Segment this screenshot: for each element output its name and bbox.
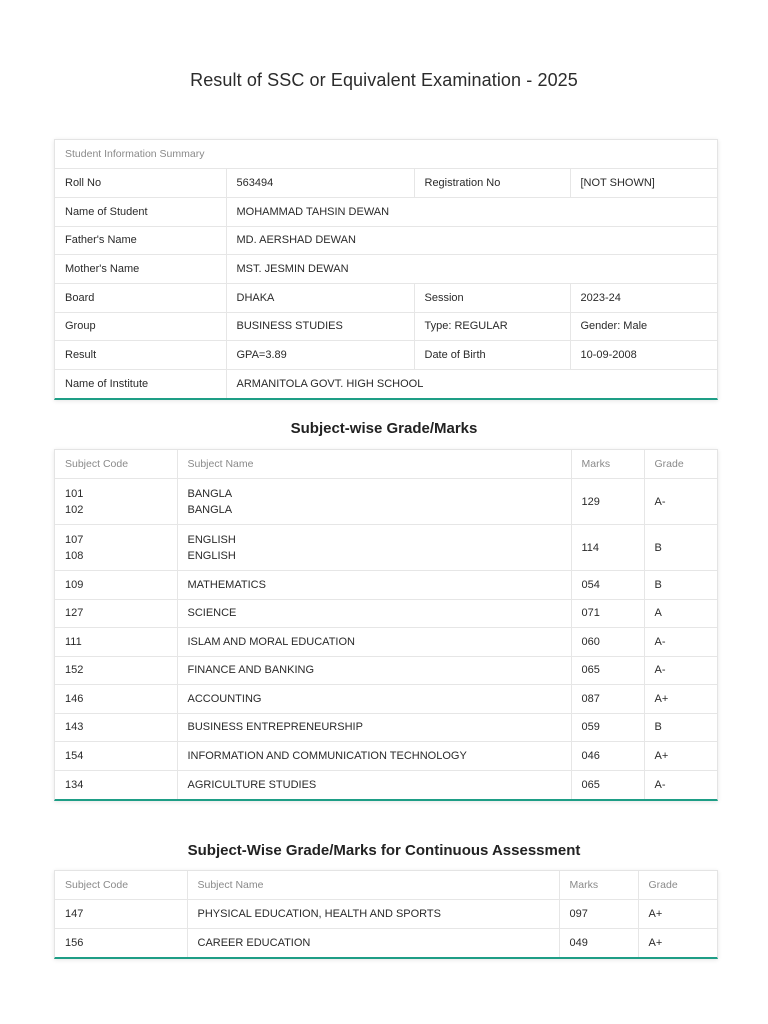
subject-code: 146 bbox=[55, 685, 177, 714]
table-row bbox=[55, 713, 717, 742]
info-row-group bbox=[55, 312, 717, 341]
subject-name-cell bbox=[177, 525, 571, 571]
subject-name: FINANCE AND BANKING bbox=[177, 656, 571, 685]
roll-value: 563494 bbox=[226, 169, 414, 198]
session-value: 2023-24 bbox=[570, 283, 717, 312]
col-subject-name: Subject Name bbox=[187, 871, 559, 900]
subject-grade: B bbox=[644, 713, 717, 742]
board-label: Board bbox=[55, 283, 226, 312]
subject-code: 147 bbox=[55, 900, 187, 929]
result-label: Result bbox=[55, 341, 226, 370]
subject-grade: A- bbox=[644, 770, 717, 799]
subject-name: BANGLA bbox=[187, 503, 233, 516]
subject-marks: 060 bbox=[571, 628, 644, 657]
col-subject-code: Subject Code bbox=[65, 879, 129, 891]
board-value: DHAKA bbox=[226, 283, 414, 312]
subject-name: CAREER EDUCATION bbox=[187, 928, 559, 957]
subject-code: 134 bbox=[55, 770, 177, 799]
subject-code: 109 bbox=[55, 571, 177, 600]
registration-value: [NOT SHOWN] bbox=[570, 169, 717, 198]
table-row bbox=[55, 628, 717, 657]
subject-code: 111 bbox=[55, 628, 177, 657]
subject-marks: 054 bbox=[571, 571, 644, 600]
subject-marks: 049 bbox=[559, 928, 638, 957]
subject-grade: A+ bbox=[644, 685, 717, 714]
group-label: Group bbox=[55, 312, 226, 341]
subject-grade: A- bbox=[644, 628, 717, 657]
subject-grades-table bbox=[55, 450, 717, 799]
subject-grade: A bbox=[644, 599, 717, 628]
continuous-assessment-title: Subject-Wise Grade/Marks for Continuous Assessment bbox=[187, 842, 581, 859]
info-row-board bbox=[55, 283, 717, 312]
subject-grade: A+ bbox=[638, 900, 717, 929]
subject-code-cell bbox=[55, 479, 177, 525]
subject-code: 156 bbox=[55, 928, 187, 957]
session-label: Session bbox=[414, 283, 570, 312]
page-title: Result of SSC or Equivalent Examination - 2025 bbox=[190, 70, 578, 90]
subject-marks: 059 bbox=[571, 713, 644, 742]
subject-name: PHYSICAL EDUCATION, HEALTH AND SPORTS bbox=[187, 900, 559, 929]
institute-label: Name of Institute bbox=[55, 370, 226, 399]
continuous-assessment-card bbox=[54, 870, 718, 959]
subject-code: 152 bbox=[55, 656, 177, 685]
table-row bbox=[55, 685, 717, 714]
continuous-assessment-table bbox=[55, 871, 717, 957]
table-row bbox=[55, 770, 717, 799]
table-row bbox=[55, 525, 717, 571]
table-row bbox=[55, 900, 717, 929]
name-label: Name of Student bbox=[55, 197, 226, 226]
mother-value: MST. JESMIN DEWAN bbox=[226, 255, 717, 284]
subject-marks: 097 bbox=[559, 900, 638, 929]
subject-grade: B bbox=[644, 525, 717, 571]
subject-name: BUSINESS ENTREPRENEURSHIP bbox=[177, 713, 571, 742]
subject-grade: B bbox=[644, 571, 717, 600]
result-value: GPA=3.89 bbox=[226, 341, 414, 370]
student-info-table bbox=[55, 140, 717, 398]
subject-marks: 046 bbox=[571, 742, 644, 771]
group-value: BUSINESS STUDIES bbox=[226, 312, 414, 341]
father-label: Father's Name bbox=[55, 226, 226, 255]
registration-label: Registration No bbox=[414, 169, 570, 198]
col-subject-code: Subject Code bbox=[65, 458, 129, 470]
dob-value: 10-09-2008 bbox=[570, 341, 717, 370]
table-row bbox=[55, 479, 717, 525]
subject-code: 107 bbox=[65, 533, 84, 546]
table-row bbox=[55, 742, 717, 771]
subject-code: 108 bbox=[65, 549, 84, 562]
subject-marks: 087 bbox=[571, 685, 644, 714]
subject-name: BANGLA bbox=[187, 487, 233, 500]
subject-name-cell bbox=[177, 479, 571, 525]
subject-name: ACCOUNTING bbox=[177, 685, 571, 714]
subject-grade: A- bbox=[644, 479, 717, 525]
subject-code-cell bbox=[55, 525, 177, 571]
mother-label: Mother's Name bbox=[55, 255, 226, 284]
subject-code: 127 bbox=[55, 599, 177, 628]
col-subject-name: Subject Name bbox=[177, 450, 571, 479]
subject-grade: A+ bbox=[638, 928, 717, 957]
info-row-mother bbox=[55, 255, 717, 284]
type-value: Type: REGULAR bbox=[414, 312, 570, 341]
gender-value: Gender: Male bbox=[570, 312, 717, 341]
col-grade: Grade bbox=[638, 871, 717, 900]
subject-code: 143 bbox=[55, 713, 177, 742]
table-row bbox=[55, 571, 717, 600]
info-row-roll bbox=[55, 169, 717, 198]
table-row bbox=[55, 599, 717, 628]
subject-grade: A- bbox=[644, 656, 717, 685]
info-row-name bbox=[55, 197, 717, 226]
subject-name: INFORMATION AND COMMUNICATION TECHNOLOGY bbox=[177, 742, 571, 771]
dob-label: Date of Birth bbox=[414, 341, 570, 370]
subject-name: ENGLISH bbox=[187, 549, 236, 562]
subject-name: ENGLISH bbox=[187, 533, 236, 546]
info-row-result bbox=[55, 341, 717, 370]
name-value: MOHAMMAD TAHSIN DEWAN bbox=[226, 197, 717, 226]
summary-header-row bbox=[55, 140, 717, 169]
subject-name: SCIENCE bbox=[177, 599, 571, 628]
subject-code: 101 bbox=[65, 487, 84, 500]
col-marks: Marks bbox=[559, 871, 638, 900]
subject-name: AGRICULTURE STUDIES bbox=[177, 770, 571, 799]
subject-marks: 065 bbox=[571, 770, 644, 799]
subject-grades-header-row bbox=[55, 450, 717, 479]
summary-header: Student Information Summary bbox=[65, 148, 205, 161]
col-grade: Grade bbox=[644, 450, 717, 479]
institute-value: ARMANITOLA GOVT. HIGH SCHOOL bbox=[226, 370, 717, 399]
father-value: MD. AERSHAD DEWAN bbox=[226, 226, 717, 255]
subject-marks: 071 bbox=[571, 599, 644, 628]
info-row-institute bbox=[55, 370, 717, 399]
subject-grades-title: Subject-wise Grade/Marks bbox=[290, 420, 478, 437]
subject-marks: 065 bbox=[571, 656, 644, 685]
subject-name: ISLAM AND MORAL EDUCATION bbox=[177, 628, 571, 657]
continuous-assessment-header-row bbox=[55, 871, 717, 900]
subject-name: MATHEMATICS bbox=[177, 571, 571, 600]
subject-marks: 114 bbox=[571, 525, 644, 571]
subject-marks: 129 bbox=[571, 479, 644, 525]
subject-grade: A+ bbox=[644, 742, 717, 771]
roll-label: Roll No bbox=[55, 169, 226, 198]
subject-code: 154 bbox=[55, 742, 177, 771]
table-row bbox=[55, 928, 717, 957]
student-info-card bbox=[54, 139, 718, 400]
subject-grades-card bbox=[54, 449, 718, 801]
table-row bbox=[55, 656, 717, 685]
subject-code: 102 bbox=[65, 503, 84, 516]
info-row-father bbox=[55, 226, 717, 255]
col-marks: Marks bbox=[571, 450, 644, 479]
